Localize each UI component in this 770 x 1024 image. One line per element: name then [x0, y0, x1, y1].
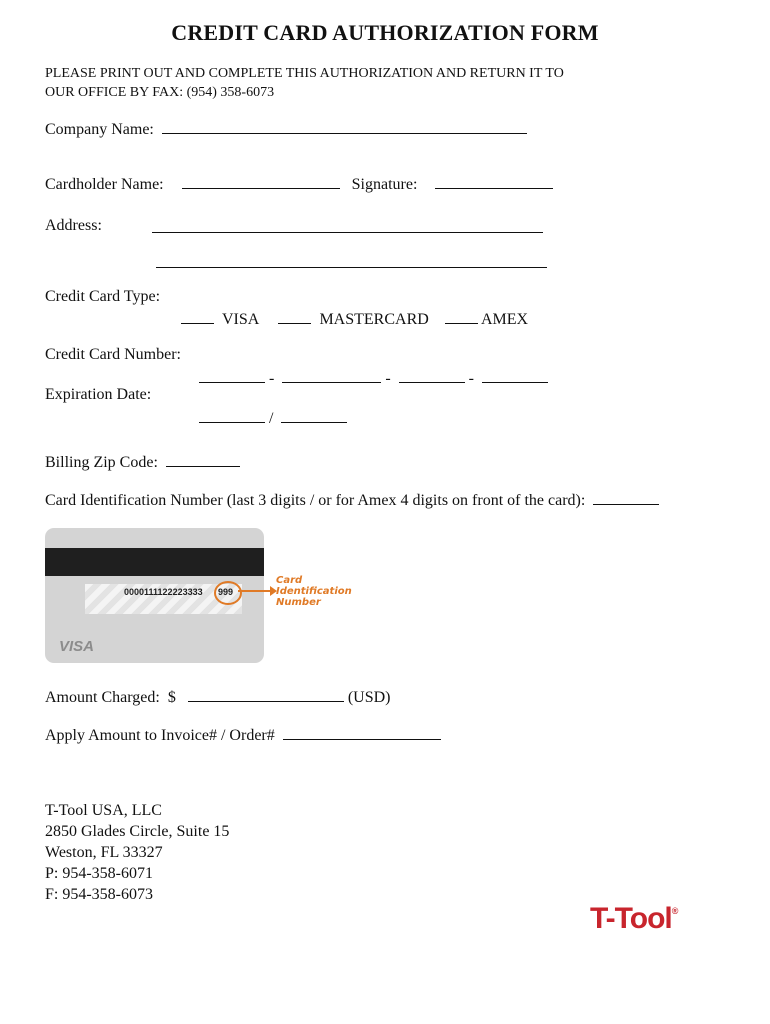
cardholder-name-label: Cardholder Name: [45, 176, 164, 193]
expiration-sep: / [269, 410, 274, 427]
company-name-row [45, 119, 527, 139]
callout-arrow-line [238, 590, 272, 592]
invoice-row [45, 725, 441, 745]
registered-mark: ® [671, 906, 679, 916]
expiration-year-field[interactable] [281, 408, 347, 423]
currency-code: (USD) [347, 689, 391, 706]
card-number-fields [199, 368, 548, 388]
t-tool-logo [590, 902, 678, 936]
sample-card-number: 0000111122223333 [124, 587, 203, 597]
address-field-line-2[interactable] [156, 253, 547, 268]
mastercard-option-label: MASTERCARD [319, 311, 429, 328]
cid-callout-line-1: Card [276, 575, 303, 586]
address-label: Address: [45, 217, 102, 234]
company-phone: P: 954-358-6071 [45, 865, 153, 882]
expiration-month-field[interactable] [199, 408, 265, 423]
amount-label: Amount Charged: [45, 689, 160, 706]
card-brand-logo: VISA [59, 638, 95, 655]
magnetic-stripe [45, 548, 264, 576]
card-number-group-1[interactable] [199, 368, 265, 383]
currency-symbol: $ [167, 689, 176, 706]
form-title: CREDIT CARD AUTHORIZATION FORM [171, 20, 599, 45]
billing-zip-row [45, 452, 240, 472]
billing-zip-label: Billing Zip Code: [45, 454, 158, 471]
cid-callout-line-3: Number [276, 597, 321, 608]
company-name-field[interactable] [162, 119, 527, 134]
company-street: 2850 Glades Circle, Suite 15 [45, 823, 230, 840]
cardholder-name-field[interactable] [182, 174, 340, 189]
signature-field[interactable] [435, 174, 553, 189]
cvv-highlight-circle [214, 581, 242, 605]
amex-option-label: AMEX [480, 311, 529, 328]
card-type-label: Credit Card Type: [45, 288, 161, 305]
instructions-line-1: PLEASE PRINT OUT AND COMPLETE THIS AUTHORIZATION AND RETURN IT TO [45, 66, 564, 81]
visa-checkbox-blank[interactable] [181, 309, 214, 324]
card-number-sep-1: - [269, 370, 275, 387]
cid-field[interactable] [593, 490, 659, 505]
amount-field[interactable] [188, 687, 344, 702]
signature-label: Signature: [351, 176, 418, 193]
visa-option-label: VISA [222, 311, 259, 328]
card-number-group-2[interactable] [282, 368, 381, 383]
cardholder-row [45, 174, 553, 194]
sample-cvv: 999 [218, 587, 234, 597]
cid-callout-line-2: Identification [276, 586, 352, 597]
card-back-illustration [45, 528, 264, 663]
logo-text: T-Tool [590, 902, 672, 935]
card-number-group-4[interactable] [482, 368, 548, 383]
mastercard-checkbox-blank[interactable] [278, 309, 311, 324]
invoice-field[interactable] [283, 725, 441, 740]
amex-checkbox-blank[interactable] [445, 309, 478, 324]
cid-label: Card Identification Number (last 3 digits / or for Amex 4 digits on front of the card): [45, 492, 586, 509]
cid-row [45, 490, 659, 510]
invoice-label: Apply Amount to Invoice# / Order# [45, 727, 275, 744]
card-number-sep-2: - [385, 370, 391, 387]
expiration-label: Expiration Date: [45, 386, 152, 403]
card-number-label: Credit Card Number: [45, 346, 181, 363]
instructions-line-2: OUR OFFICE BY FAX: (954) 358-6073 [45, 85, 275, 100]
billing-zip-field[interactable] [166, 452, 240, 467]
company-name-label: Company Name: [45, 121, 154, 138]
card-type-options [181, 309, 528, 329]
cid-callout [276, 575, 352, 608]
company-fax: F: 954-358-6073 [45, 886, 153, 903]
company-city: Weston, FL 33327 [45, 844, 163, 861]
card-number-sep-3: - [468, 370, 474, 387]
card-number-group-3[interactable] [399, 368, 465, 383]
address-field-line-1[interactable] [152, 218, 543, 233]
amount-row [45, 687, 390, 707]
expiration-fields [199, 408, 347, 428]
company-name-text: T-Tool USA, LLC [45, 802, 162, 819]
